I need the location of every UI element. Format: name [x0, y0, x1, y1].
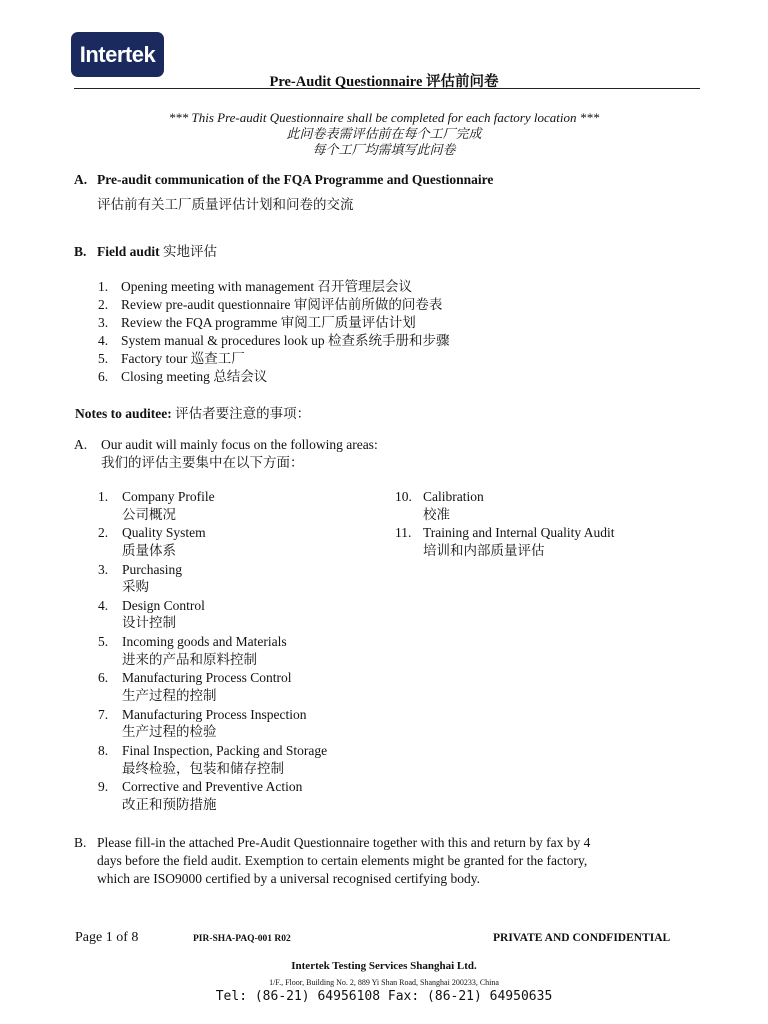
- list-item-number: 11.: [395, 525, 412, 541]
- list-item-text-cn: 设计控制: [122, 615, 176, 631]
- section-b-heading: [74, 242, 217, 262]
- list-item: [98, 278, 449, 296]
- list-item-text: Opening meeting with management 召开管理层会议: [121, 279, 412, 294]
- confidentiality-label: PRIVATE AND CONDFIDENTIAL: [493, 932, 671, 944]
- list-item: [98, 742, 327, 777]
- focus-areas-left: [98, 488, 327, 813]
- list-item-number: 4.: [98, 597, 109, 613]
- list-item-text: Training and Internal Quality Audit: [423, 525, 615, 541]
- list-item-number: 5.: [98, 351, 109, 366]
- list-item-text: Company Profile: [122, 489, 215, 504]
- section-a-letter: A.: [74, 172, 88, 187]
- list-item: [98, 561, 327, 596]
- list-item-number: 6.: [98, 670, 109, 686]
- list-item-text: Corrective and Preventive Action: [122, 779, 303, 795]
- instruction-line-1: Please fill-in the attached Pre-Audit Questionnaire together with this and return by fax by 4: [97, 835, 591, 850]
- header-divider: [74, 88, 700, 89]
- list-item-text-cn: 改正和预防措施: [122, 796, 217, 812]
- company-address: 1/F., Floor, Building No. 2, 889 Yi Shan Road, Shanghai 200233, China: [269, 978, 499, 987]
- list-item: [98, 778, 327, 813]
- list-item-text: Manufacturing Process Inspection: [122, 706, 307, 722]
- list-item-text: Closing meeting 总结会议: [121, 369, 268, 384]
- list-item-number: 2.: [98, 297, 109, 312]
- focus-areas-right: [395, 488, 614, 559]
- list-item-text-cn: 最终检验，包装和储存控制: [122, 760, 284, 776]
- focus-text: Our audit will mainly focus on the following areas:: [101, 437, 378, 452]
- section-a-subtitle: 评估前有关工厂质量评估计划和问卷的交流: [97, 197, 354, 212]
- list-item: [395, 488, 614, 523]
- section-b-title: Field audit: [97, 244, 160, 259]
- list-item-text: Review pre-audit questionnaire 审阅评估前所做的问卷表: [121, 297, 443, 312]
- list-item: [98, 368, 449, 386]
- section-b-letter: B.: [74, 244, 87, 259]
- list-item-number: 10.: [395, 489, 412, 504]
- list-item: [98, 488, 327, 523]
- focus-text-cn: 我们的评估主要集中在以下方面：: [101, 455, 304, 470]
- instruction-line-2: days before the field audit. Exemption to certain elements might be granted for the factory,: [97, 853, 588, 868]
- company-name: Intertek Testing Services Shanghai Ltd.: [291, 960, 477, 972]
- intro-note: [0, 110, 768, 158]
- list-item: [395, 524, 614, 559]
- list-item-number: 1.: [98, 489, 109, 504]
- list-item-number: 1.: [98, 279, 109, 294]
- contact-numbers: Tel: (86-21) 64956108 Fax: (86-21) 64950635: [215, 989, 553, 1004]
- notes-heading: [75, 402, 310, 422]
- page-number: Page 1 of 8: [75, 930, 139, 945]
- list-item-text-cn: 生产过程的控制: [122, 687, 217, 703]
- list-item: [98, 350, 449, 368]
- list-item-number: 8.: [98, 743, 109, 759]
- list-item: [98, 669, 327, 704]
- list-item: [98, 314, 449, 332]
- list-item-number: 4.: [98, 333, 109, 348]
- list-item: [98, 524, 327, 559]
- intertek-logo: Intertek: [71, 32, 164, 77]
- focus-intro: [74, 436, 378, 472]
- list-item-text-cn: 质量体系: [122, 542, 176, 558]
- list-item-text-cn: 进来的产品和原料控制: [122, 651, 257, 667]
- list-item-text: Final Inspection, Packing and Storage: [122, 743, 328, 759]
- intro-line-3: 每个工厂均需填写此问卷: [312, 142, 456, 157]
- intro-line-2: 此问卷表需评估前在每个工厂完成: [286, 126, 482, 141]
- list-item-text: Quality System: [122, 525, 206, 541]
- list-item: [98, 633, 327, 668]
- list-item-text: Manufacturing Process Control: [122, 670, 292, 686]
- list-item-number: 3.: [98, 561, 109, 577]
- list-item-text-cn: 生产过程的检验: [122, 724, 217, 740]
- instruction-line-3: which are ISO9000 certified by a universal recognised certifying body.: [97, 871, 480, 886]
- list-item-text-cn: 采购: [122, 579, 149, 595]
- list-item-text-cn: 公司概况: [122, 506, 176, 522]
- list-item-text: Factory tour 巡查工厂: [121, 351, 245, 366]
- instruction-paragraph: [74, 834, 694, 888]
- list-item-number: 5.: [98, 634, 109, 650]
- list-item-number: 9.: [98, 779, 109, 795]
- list-item-text-cn: 校准: [423, 506, 450, 522]
- field-audit-list: [98, 278, 449, 386]
- list-item-text: Calibration: [423, 489, 484, 504]
- list-item: [98, 706, 327, 741]
- list-item-text-cn: 培训和内部质量评估: [423, 542, 545, 558]
- document-code: PIR-SHA-PAQ-001 R02: [193, 934, 291, 944]
- section-a-title: Pre-audit communication of the FQA Programme and Questionnaire: [97, 172, 494, 187]
- list-item: [98, 597, 327, 632]
- list-item-text: Incoming goods and Materials: [122, 634, 287, 650]
- list-item-text: Design Control: [122, 597, 205, 613]
- list-item-text: System manual & procedures look up 检查系统手册和步骤: [121, 333, 450, 348]
- list-item-text: Review the FQA programme 审阅工厂质量评估计划: [121, 315, 416, 330]
- instruction-letter: B.: [74, 835, 87, 850]
- intro-line-1: *** This Pre-audit Questionnaire shall be completed for each factory location ***: [168, 110, 600, 125]
- list-item-text: Purchasing: [122, 561, 182, 577]
- list-item-number: 3.: [98, 315, 109, 330]
- list-item-number: 6.: [98, 369, 109, 384]
- list-item-number: 2.: [98, 525, 109, 541]
- focus-letter: A.: [74, 437, 88, 452]
- list-item: [98, 296, 449, 314]
- list-item: [98, 332, 449, 350]
- notes-label: Notes to auditee:: [75, 406, 172, 421]
- notes-label-cn: 评估者要注意的事项：: [175, 406, 311, 421]
- document-title: Pre-Audit Questionnaire 评估前问卷: [269, 74, 499, 90]
- list-item-number: 7.: [98, 706, 109, 722]
- section-a-heading: [74, 170, 493, 190]
- section-b-title-cn: 实地评估: [163, 244, 218, 259]
